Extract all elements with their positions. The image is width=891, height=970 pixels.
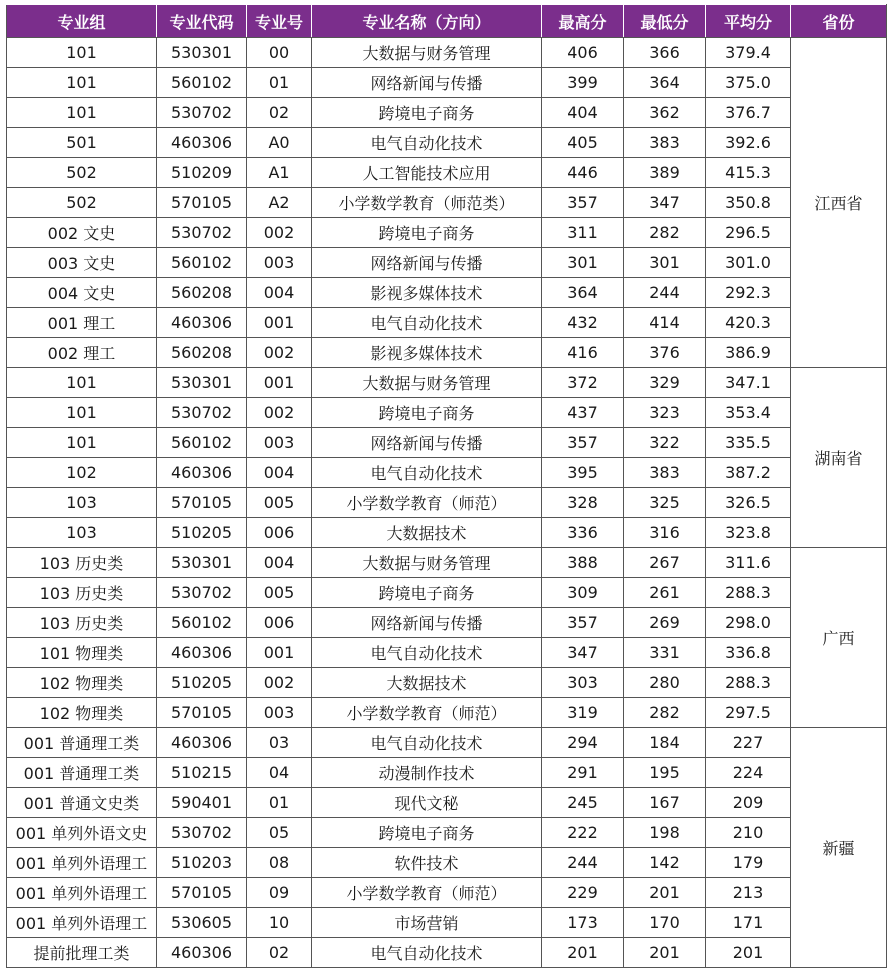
max-score-cell: 222 — [542, 818, 624, 848]
min-score-cell: 366 — [624, 38, 706, 68]
major-number-cell: 10 — [247, 908, 312, 938]
avg-score-cell: 201 — [706, 938, 791, 968]
major-code-cell: 530301 — [157, 548, 247, 578]
avg-score-cell: 336.8 — [706, 638, 791, 668]
major-number-cell: 004 — [247, 458, 312, 488]
score-table-container — [6, 4, 887, 968]
major-group-cell: 001 普通理工类 — [7, 728, 157, 758]
table-body — [7, 38, 887, 968]
max-score-cell: 244 — [542, 848, 624, 878]
major-code-cell: 460306 — [157, 308, 247, 338]
max-score-cell: 347 — [542, 638, 624, 668]
major-group-cell: 103 — [7, 488, 157, 518]
header-min-score: 最低分 — [624, 5, 706, 38]
major-code-cell: 510215 — [157, 758, 247, 788]
major-number-cell: 003 — [247, 248, 312, 278]
major-code-cell: 530702 — [157, 218, 247, 248]
major-number-cell: 001 — [247, 308, 312, 338]
major-name-cell: 跨境电子商务 — [312, 398, 542, 428]
major-number-cell: 006 — [247, 608, 312, 638]
major-group-cell: 003 文史 — [7, 248, 157, 278]
major-code-cell: 560208 — [157, 338, 247, 368]
major-name-cell: 大数据与财务管理 — [312, 368, 542, 398]
major-code-cell: 530702 — [157, 398, 247, 428]
major-name-cell: 跨境电子商务 — [312, 578, 542, 608]
major-group-cell: 001 单列外语理工 — [7, 878, 157, 908]
avg-score-cell: 335.5 — [706, 428, 791, 458]
table-row — [7, 698, 887, 728]
major-name-cell: 跨境电子商务 — [312, 98, 542, 128]
major-group-cell: 001 单列外语理工 — [7, 848, 157, 878]
avg-score-cell: 420.3 — [706, 308, 791, 338]
major-group-cell: 001 单列外语理工 — [7, 908, 157, 938]
major-name-cell: 电气自动化技术 — [312, 308, 542, 338]
max-score-cell: 357 — [542, 188, 624, 218]
major-number-cell: 006 — [247, 518, 312, 548]
header-max-score: 最高分 — [542, 5, 624, 38]
avg-score-cell: 379.4 — [706, 38, 791, 68]
major-name-cell: 网络新闻与传播 — [312, 248, 542, 278]
avg-score-cell: 376.7 — [706, 98, 791, 128]
avg-score-cell: 213 — [706, 878, 791, 908]
major-code-cell: 510209 — [157, 158, 247, 188]
major-name-cell: 大数据与财务管理 — [312, 38, 542, 68]
major-group-cell: 103 — [7, 518, 157, 548]
major-number-cell: 003 — [247, 698, 312, 728]
max-score-cell: 405 — [542, 128, 624, 158]
min-score-cell: 201 — [624, 938, 706, 968]
avg-score-cell: 224 — [706, 758, 791, 788]
major-group-cell: 101 — [7, 428, 157, 458]
major-number-cell: 002 — [247, 338, 312, 368]
avg-score-cell: 288.3 — [706, 668, 791, 698]
table-row — [7, 428, 887, 458]
avg-score-cell: 350.8 — [706, 188, 791, 218]
max-score-cell: 446 — [542, 158, 624, 188]
header-major-number: 专业号 — [247, 5, 312, 38]
major-code-cell: 570105 — [157, 698, 247, 728]
min-score-cell: 170 — [624, 908, 706, 938]
major-number-cell: 002 — [247, 398, 312, 428]
avg-score-cell: 227 — [706, 728, 791, 758]
major-group-cell: 101 — [7, 398, 157, 428]
major-group-cell: 103 历史类 — [7, 548, 157, 578]
max-score-cell: 336 — [542, 518, 624, 548]
avg-score-cell: 288.3 — [706, 578, 791, 608]
max-score-cell: 432 — [542, 308, 624, 338]
major-code-cell: 460306 — [157, 458, 247, 488]
major-group-cell: 501 — [7, 128, 157, 158]
table-row — [7, 308, 887, 338]
avg-score-cell: 386.9 — [706, 338, 791, 368]
major-number-cell: 01 — [247, 788, 312, 818]
major-group-cell: 102 — [7, 458, 157, 488]
avg-score-cell: 392.6 — [706, 128, 791, 158]
avg-score-cell: 347.1 — [706, 368, 791, 398]
max-score-cell: 395 — [542, 458, 624, 488]
min-score-cell: 244 — [624, 278, 706, 308]
table-row — [7, 368, 887, 398]
major-name-cell: 电气自动化技术 — [312, 128, 542, 158]
avg-score-cell: 296.5 — [706, 218, 791, 248]
major-number-cell: 09 — [247, 878, 312, 908]
min-score-cell: 383 — [624, 128, 706, 158]
table-row — [7, 668, 887, 698]
table-row — [7, 98, 887, 128]
max-score-cell: 416 — [542, 338, 624, 368]
min-score-cell: 184 — [624, 728, 706, 758]
major-code-cell: 510203 — [157, 848, 247, 878]
major-number-cell: 005 — [247, 488, 312, 518]
major-number-cell: 001 — [247, 638, 312, 668]
major-name-cell: 电气自动化技术 — [312, 458, 542, 488]
max-score-cell: 388 — [542, 548, 624, 578]
major-number-cell: A0 — [247, 128, 312, 158]
major-group-cell: 102 物理类 — [7, 698, 157, 728]
max-score-cell: 201 — [542, 938, 624, 968]
major-group-cell: 101 — [7, 68, 157, 98]
major-code-cell: 560208 — [157, 278, 247, 308]
table-row — [7, 248, 887, 278]
major-number-cell: A1 — [247, 158, 312, 188]
min-score-cell: 301 — [624, 248, 706, 278]
avg-score-cell: 179 — [706, 848, 791, 878]
min-score-cell: 316 — [624, 518, 706, 548]
major-code-cell: 510205 — [157, 518, 247, 548]
table-row — [7, 398, 887, 428]
major-number-cell: 04 — [247, 758, 312, 788]
major-group-cell: 001 理工 — [7, 308, 157, 338]
table-row — [7, 338, 887, 368]
major-group-cell: 101 — [7, 38, 157, 68]
avg-score-cell: 298.0 — [706, 608, 791, 638]
major-code-cell: 530301 — [157, 38, 247, 68]
major-group-cell: 101 — [7, 368, 157, 398]
avg-score-cell: 326.5 — [706, 488, 791, 518]
max-score-cell: 364 — [542, 278, 624, 308]
major-number-cell: 02 — [247, 98, 312, 128]
min-score-cell: 269 — [624, 608, 706, 638]
header-major-name: 专业名称（方向） — [312, 5, 542, 38]
max-score-cell: 404 — [542, 98, 624, 128]
major-name-cell: 电气自动化技术 — [312, 638, 542, 668]
major-code-cell: 560102 — [157, 428, 247, 458]
table-row — [7, 758, 887, 788]
major-group-cell: 502 — [7, 188, 157, 218]
avg-score-cell: 210 — [706, 818, 791, 848]
header-row — [7, 5, 887, 38]
province-cell: 江西省 — [791, 38, 887, 368]
table-row — [7, 68, 887, 98]
min-score-cell: 376 — [624, 338, 706, 368]
table-row — [7, 848, 887, 878]
max-score-cell: 319 — [542, 698, 624, 728]
major-name-cell: 网络新闻与传播 — [312, 608, 542, 638]
major-group-cell: 002 文史 — [7, 218, 157, 248]
max-score-cell: 311 — [542, 218, 624, 248]
max-score-cell: 328 — [542, 488, 624, 518]
table-row — [7, 188, 887, 218]
major-name-cell: 大数据技术 — [312, 518, 542, 548]
max-score-cell: 357 — [542, 608, 624, 638]
min-score-cell: 261 — [624, 578, 706, 608]
avg-score-cell: 301.0 — [706, 248, 791, 278]
max-score-cell: 294 — [542, 728, 624, 758]
major-code-cell: 460306 — [157, 728, 247, 758]
avg-score-cell: 292.3 — [706, 278, 791, 308]
major-group-cell: 001 普通理工类 — [7, 758, 157, 788]
max-score-cell: 291 — [542, 758, 624, 788]
major-code-cell: 460306 — [157, 128, 247, 158]
avg-score-cell: 209 — [706, 788, 791, 818]
avg-score-cell: 375.0 — [706, 68, 791, 98]
major-code-cell: 530605 — [157, 908, 247, 938]
major-group-cell: 提前批理工类 — [7, 938, 157, 968]
major-name-cell: 小学数学教育（师范） — [312, 878, 542, 908]
major-code-cell: 560102 — [157, 608, 247, 638]
major-group-cell: 502 — [7, 158, 157, 188]
major-number-cell: 005 — [247, 578, 312, 608]
min-score-cell: 389 — [624, 158, 706, 188]
major-number-cell: 002 — [247, 668, 312, 698]
header-avg-score: 平均分 — [706, 5, 791, 38]
table-row — [7, 908, 887, 938]
major-name-cell: 人工智能技术应用 — [312, 158, 542, 188]
major-number-cell: 05 — [247, 818, 312, 848]
max-score-cell: 301 — [542, 248, 624, 278]
table-row — [7, 938, 887, 968]
major-number-cell: 004 — [247, 278, 312, 308]
min-score-cell: 329 — [624, 368, 706, 398]
major-code-cell: 570105 — [157, 878, 247, 908]
max-score-cell: 245 — [542, 788, 624, 818]
major-code-cell: 530702 — [157, 818, 247, 848]
avg-score-cell: 415.3 — [706, 158, 791, 188]
table-row — [7, 38, 887, 68]
major-name-cell: 软件技术 — [312, 848, 542, 878]
major-name-cell: 电气自动化技术 — [312, 938, 542, 968]
major-name-cell: 市场营销 — [312, 908, 542, 938]
min-score-cell: 142 — [624, 848, 706, 878]
min-score-cell: 414 — [624, 308, 706, 338]
province-cell: 湖南省 — [791, 368, 887, 548]
major-group-cell: 004 文史 — [7, 278, 157, 308]
table-row — [7, 878, 887, 908]
major-name-cell: 小学数学教育（师范类） — [312, 188, 542, 218]
major-name-cell: 影视多媒体技术 — [312, 338, 542, 368]
max-score-cell: 406 — [542, 38, 624, 68]
major-number-cell: A2 — [247, 188, 312, 218]
table-row — [7, 728, 887, 758]
major-code-cell: 530702 — [157, 98, 247, 128]
major-code-cell: 530702 — [157, 578, 247, 608]
max-score-cell: 229 — [542, 878, 624, 908]
major-name-cell: 动漫制作技术 — [312, 758, 542, 788]
major-number-cell: 08 — [247, 848, 312, 878]
major-group-cell: 101 物理类 — [7, 638, 157, 668]
table-row — [7, 788, 887, 818]
min-score-cell: 195 — [624, 758, 706, 788]
major-group-cell: 002 理工 — [7, 338, 157, 368]
min-score-cell: 280 — [624, 668, 706, 698]
major-number-cell: 001 — [247, 368, 312, 398]
max-score-cell: 303 — [542, 668, 624, 698]
header-major-code: 专业代码 — [157, 5, 247, 38]
table-row — [7, 458, 887, 488]
major-number-cell: 01 — [247, 68, 312, 98]
major-code-cell: 570105 — [157, 188, 247, 218]
max-score-cell: 372 — [542, 368, 624, 398]
table-row — [7, 608, 887, 638]
major-name-cell: 现代文秘 — [312, 788, 542, 818]
major-group-cell: 102 物理类 — [7, 668, 157, 698]
min-score-cell: 347 — [624, 188, 706, 218]
min-score-cell: 383 — [624, 458, 706, 488]
province-cell: 新疆 — [791, 728, 887, 968]
min-score-cell: 322 — [624, 428, 706, 458]
min-score-cell: 325 — [624, 488, 706, 518]
major-number-cell: 004 — [247, 548, 312, 578]
min-score-cell: 282 — [624, 218, 706, 248]
major-number-cell: 00 — [247, 38, 312, 68]
avg-score-cell: 353.4 — [706, 398, 791, 428]
avg-score-cell: 171 — [706, 908, 791, 938]
major-name-cell: 大数据技术 — [312, 668, 542, 698]
table-row — [7, 488, 887, 518]
table-row — [7, 548, 887, 578]
table-row — [7, 158, 887, 188]
major-code-cell: 460306 — [157, 638, 247, 668]
avg-score-cell: 297.5 — [706, 698, 791, 728]
major-name-cell: 小学数学教育（师范） — [312, 488, 542, 518]
province-cell: 广西 — [791, 548, 887, 728]
major-code-cell: 460306 — [157, 938, 247, 968]
min-score-cell: 267 — [624, 548, 706, 578]
major-number-cell: 003 — [247, 428, 312, 458]
major-number-cell: 02 — [247, 938, 312, 968]
table-row — [7, 518, 887, 548]
avg-score-cell: 387.2 — [706, 458, 791, 488]
major-group-cell: 001 单列外语文史 — [7, 818, 157, 848]
max-score-cell: 357 — [542, 428, 624, 458]
min-score-cell: 362 — [624, 98, 706, 128]
min-score-cell: 364 — [624, 68, 706, 98]
min-score-cell: 167 — [624, 788, 706, 818]
major-code-cell: 510205 — [157, 668, 247, 698]
max-score-cell: 399 — [542, 68, 624, 98]
max-score-cell: 173 — [542, 908, 624, 938]
max-score-cell: 309 — [542, 578, 624, 608]
major-name-cell: 跨境电子商务 — [312, 218, 542, 248]
major-name-cell: 跨境电子商务 — [312, 818, 542, 848]
major-code-cell: 560102 — [157, 68, 247, 98]
major-group-cell: 001 普通文史类 — [7, 788, 157, 818]
table-row — [7, 278, 887, 308]
table-row — [7, 638, 887, 668]
min-score-cell: 323 — [624, 398, 706, 428]
major-code-cell: 570105 — [157, 488, 247, 518]
table-row — [7, 578, 887, 608]
major-group-cell: 103 历史类 — [7, 578, 157, 608]
major-name-cell: 网络新闻与传播 — [312, 68, 542, 98]
major-name-cell: 影视多媒体技术 — [312, 278, 542, 308]
min-score-cell: 201 — [624, 878, 706, 908]
major-group-cell: 103 历史类 — [7, 608, 157, 638]
table-row — [7, 818, 887, 848]
major-code-cell: 590401 — [157, 788, 247, 818]
major-name-cell: 网络新闻与传播 — [312, 428, 542, 458]
major-name-cell: 大数据与财务管理 — [312, 548, 542, 578]
avg-score-cell: 323.8 — [706, 518, 791, 548]
major-name-cell: 电气自动化技术 — [312, 728, 542, 758]
table-row — [7, 218, 887, 248]
major-name-cell: 小学数学教育（师范） — [312, 698, 542, 728]
table-row — [7, 128, 887, 158]
min-score-cell: 198 — [624, 818, 706, 848]
header-province: 省份 — [791, 5, 887, 38]
major-number-cell: 03 — [247, 728, 312, 758]
max-score-cell: 437 — [542, 398, 624, 428]
major-number-cell: 002 — [247, 218, 312, 248]
major-code-cell: 530301 — [157, 368, 247, 398]
min-score-cell: 282 — [624, 698, 706, 728]
min-score-cell: 331 — [624, 638, 706, 668]
major-group-cell: 101 — [7, 98, 157, 128]
header-major-group: 专业组 — [7, 5, 157, 38]
admission-score-table — [6, 4, 887, 968]
major-code-cell: 560102 — [157, 248, 247, 278]
avg-score-cell: 311.6 — [706, 548, 791, 578]
